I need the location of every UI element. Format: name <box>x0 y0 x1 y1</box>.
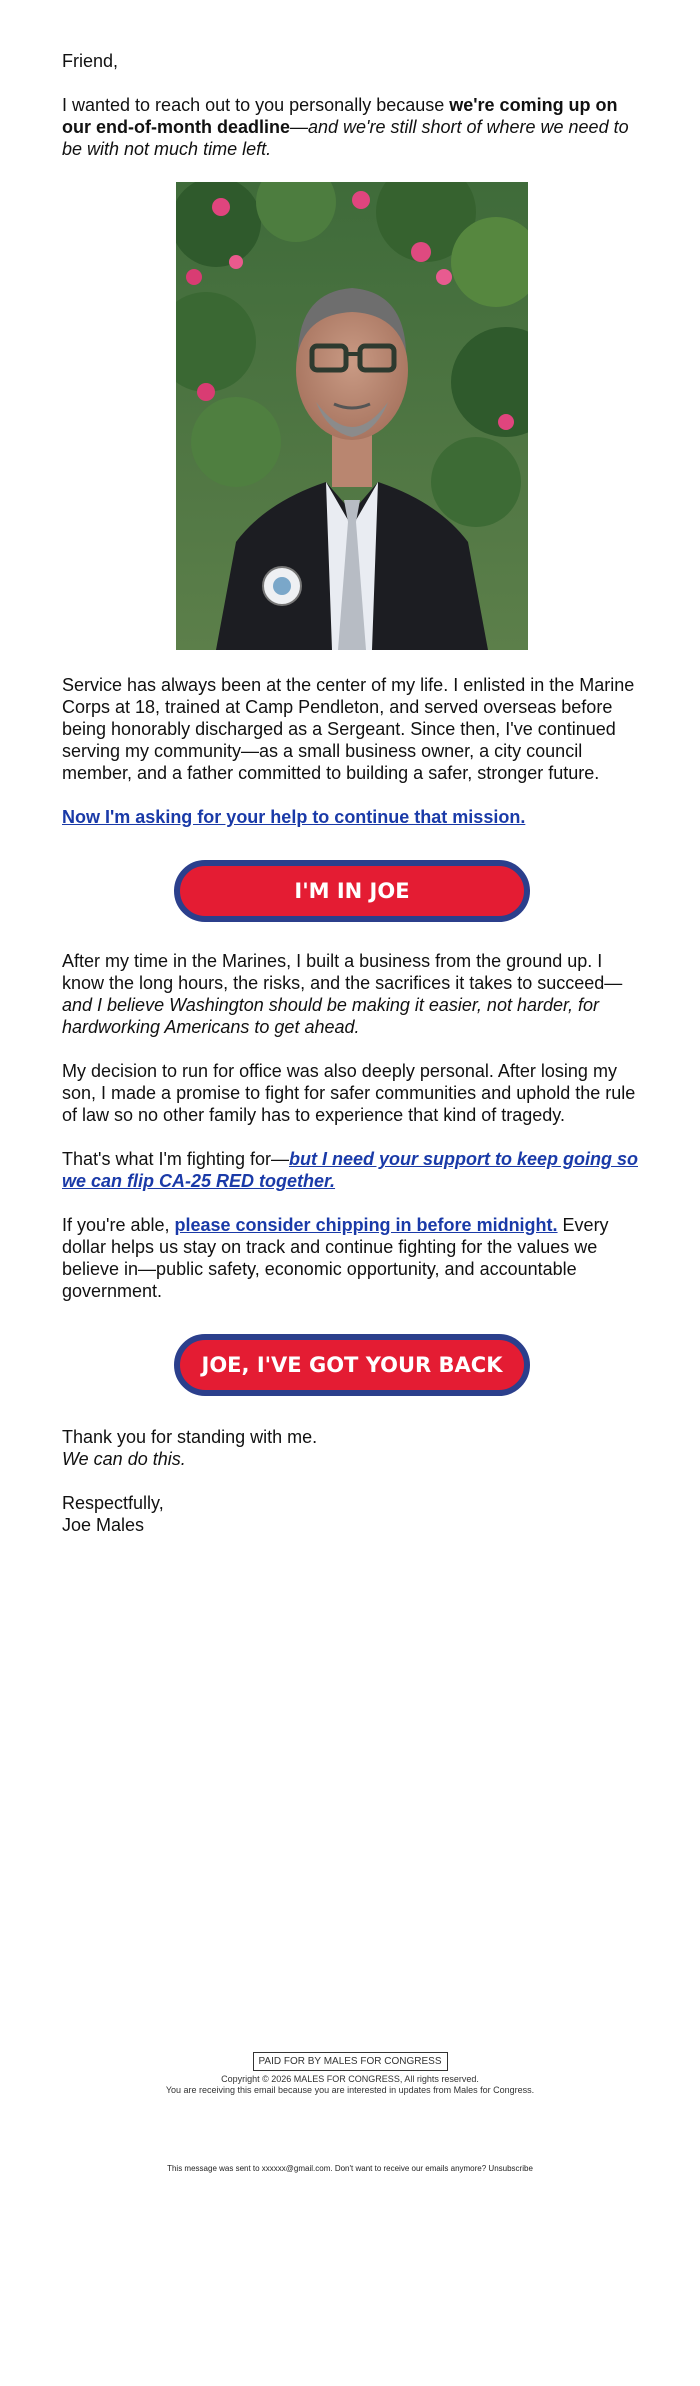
signature: Joe Males <box>62 1515 145 1535</box>
got-your-back-button[interactable]: JOE, I'VE GOT YOUR BACK <box>174 1334 530 1396</box>
able-paragraph <box>62 1214 642 1302</box>
able-text: If you're able, <box>62 1215 175 1235</box>
im-in-joe-button[interactable]: I'M IN JOE <box>174 860 530 922</box>
unsubscribe-link[interactable]: Unsubscribe <box>488 2164 533 2173</box>
personal-paragraph: My decision to run for office was also deeply personal. After losing my son, I made a promise to fight for safer communities and uphold the rule of law so no other family has to experience that kind of tragedy. <box>62 1061 636 1125</box>
business-italic: and I believe Washington should be making it easier, not harder, for hardworking Americans to get ahead. <box>62 995 600 1037</box>
intro-bold: we're coming up on our end-of-month deadline <box>62 95 618 137</box>
service-paragraph: Service has always been at the center of my life. I enlisted in the Marine Corps at 18, trained at Camp Pendleton, and served overseas before being honorably discharged as a Sergeant. Since then, I've continued serving my community—as a small business owner, a city council member, and a father committed to building a safer, stronger future. <box>62 675 635 783</box>
fighting-paragraph <box>62 1148 642 1192</box>
thanks-line: Thank you for standing with me. <box>62 1427 318 1447</box>
able-rest: Every dollar helps us stay on track and continue fighting for the values we believe in—public safety, economic opportunity, and accountable government. <box>62 1215 609 1301</box>
receiving-line: You are receiving this email because you are interested in updates from Males for Congress. <box>165 2085 535 2095</box>
mission-link[interactable]: Now I'm asking for your help to continue that mission. <box>62 807 526 827</box>
intro-text: I wanted to reach out to you personally because <box>62 95 450 115</box>
signoff: Respectfully, <box>62 1493 164 1513</box>
ask-paragraph <box>62 806 642 828</box>
greeting: Friend, <box>62 51 119 71</box>
sent-to-line <box>0 2164 700 2174</box>
can-do-line <box>62 1448 642 1470</box>
intro-paragraph <box>62 94 642 160</box>
chip-in-link[interactable]: please consider chipping in before midnight. <box>174 1215 558 1235</box>
business-paragraph <box>62 950 642 1038</box>
footer <box>0 2051 700 2096</box>
flip-ca25-link[interactable]: but I need your support to keep going so we can flip CA-25 RED together. <box>62 1149 638 1191</box>
intro-italic: —and we're still short of where we need to be with not much time left. <box>62 117 629 159</box>
business-text: After my time in the Marines, I built a business from the ground up. I know the long hours, the risks, and the sacrifices it takes to succeed— <box>62 951 623 993</box>
candidate-photo <box>176 182 528 650</box>
paid-for-box: PAID FOR BY MALES FOR CONGRESS <box>253 2052 448 2071</box>
fighting-text: That's what I'm fighting for— <box>62 1149 289 1169</box>
can-do-italic: We can do this. <box>62 1449 186 1469</box>
sent-to-text: This message was sent to xxxxxx@gmail.com. Don't want to receive our emails anymore? <box>167 2164 489 2173</box>
cta-row-2 <box>62 1334 642 1396</box>
email-body <box>62 50 642 1536</box>
copyright-line: Copyright © 2026 MALES FOR CONGRESS, All rights reserved. <box>221 2074 479 2084</box>
cta-row-1 <box>62 860 642 922</box>
candidate-photo-image <box>176 182 528 650</box>
